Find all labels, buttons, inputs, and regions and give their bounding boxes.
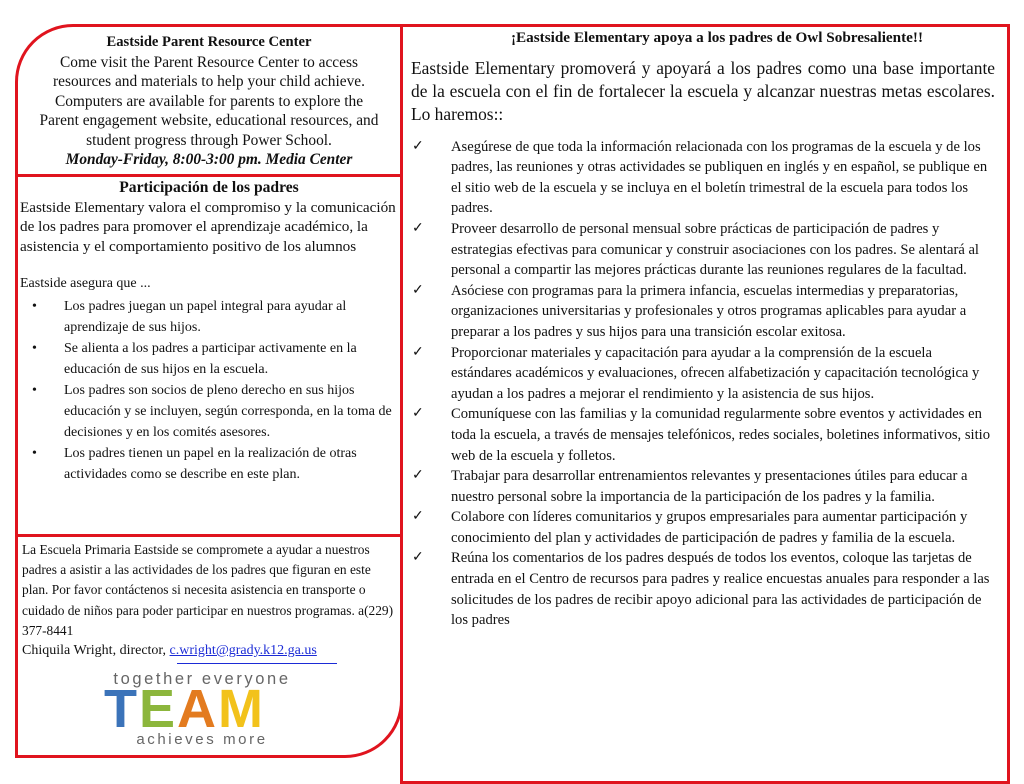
logo-bottom-text: achieves more: [136, 731, 268, 749]
involvement-bullet: • Los padres tienen un papel en la realización de otras actividades como se describe en este plan.: [20, 443, 398, 485]
team-logo: [102, 670, 302, 750]
resource-center-panel: [15, 24, 403, 177]
checklist-item: ✓ Reúna los comentarios de los padres después de todos los eventos, coloque las tarjetas de entrada en el Centro de recursos para padres y realice encuestas anuales para responder a las solicitudes de los padres de recibir apoyo adicional para las actividades de participación de los padres: [412, 550, 990, 629]
bullet-icon: •: [32, 298, 37, 314]
contact-underline: [177, 663, 337, 664]
checkmark-icon: ✓: [412, 509, 424, 525]
logo-team-word: [104, 679, 266, 740]
checklist-item: ✓ Trabajar para desarrollar entrenamientos relevantes y presentaciones útiles para educar a nuestro personal sobre la importancia de la participación de los padres y la familia.: [412, 468, 968, 505]
logo-top-text: together everyone: [113, 670, 291, 689]
support-headline: ¡Eastside Elementary apoya a los padres de Owl Sobresaliente!!: [510, 29, 924, 46]
checklist-item: ✓ Comuníquese con las familias y la comunidad regularmente sobre eventos y actividades en toda la escuela, a través de mensajes telefónicos, redes sociales, boletines informativos, sitio web de la escuela y folletos.: [412, 406, 990, 464]
resource-center-text: Come visit the Parent Resource Center to access resources and materials to help your child achieve. Computers are available for parents to explore the Parent engagement website, educational resources, and student progress through Power School.: [39, 53, 379, 149]
checkmark-icon: ✓: [412, 138, 424, 154]
logo-letter-m: M: [218, 679, 266, 740]
support-panel: [400, 24, 1010, 784]
checklist-item: ✓ Colabore con líderes comunitarios y grupos empresariales para aumentar participación y conocimiento del plan y actividades de participación de padres y familia de la escuela.: [412, 509, 968, 546]
checklist-item: ✓ Asegúrese de que toda la información relacionada con los programas de la escuela y de los padres, las reuniones y otras actividades se publiquen en inglés y en español, se publique en el sitio web de la escuela y se incluya en el boletín trimestral de la escuela para todos los padres.: [412, 138, 988, 217]
contact-name: Chiquila Wright, director,: [22, 643, 170, 659]
involvement-text: Eastside Elementary valora el compromiso y la comunicación de los padres para promover el aprendizaje académico, la asistencia y el comportamiento positivo de los alumnos: [20, 198, 396, 255]
checkmark-icon: ✓: [412, 550, 424, 566]
checklist-item: ✓ Asóciese con programas para la primera infancia, escuelas intermedias y preparatorias, organizaciones universitarias y profesionales y otros programas aplicables para ayudar a preparar a los padres y sus hijos para una transición escolar exitosa.: [412, 282, 967, 340]
contact-email-link[interactable]: c.wright@grady.k12.ga.us: [169, 643, 317, 659]
support-checklist: [411, 137, 995, 631]
logo-letter-t: T: [104, 679, 139, 740]
involvement-bullet: • Los padres juegan un papel integral para ayudar al aprendizaje de sus hijos.: [20, 296, 398, 338]
checkmark-icon: ✓: [412, 468, 424, 484]
checkmark-icon: ✓: [412, 220, 424, 236]
resource-center-title: Eastside Parent Resource Center: [106, 34, 312, 50]
bullet-icon: •: [32, 445, 37, 461]
commitment-panel: [15, 534, 403, 758]
involvement-title: Participación de los padres: [119, 179, 299, 196]
checklist-item: ✓ Proveer desarrollo de personal mensual sobre prácticas de participación de padres y estrategias efectivas para comunicar y construir asociaciones con los padres. Se alentará al personal a compartir las mejores prácticas durante las reuniones regulares de la facultad.: [412, 220, 979, 279]
support-intro: Eastside Elementary promoverá y apoyará a los padres como una base importante de la escuela con el fin de fortalecer la escuela y alcanzar nuestras metas escolares. Lo haremos::: [411, 58, 995, 125]
bullet-icon: •: [32, 382, 37, 398]
checkmark-icon: ✓: [412, 282, 424, 298]
checkmark-icon: ✓: [412, 406, 424, 422]
logo-letter-a: A: [177, 679, 219, 740]
parent-involvement-panel: [15, 174, 403, 537]
commitment-text: La Escuela Primaria Eastside se compromete a ayudar a nuestros padres a asistir a las actividades de los padres que figuran en este plan. Por favor contáctenos si necesita asistencia en transporte o cuidado de niños para poder participar en nuestros programas. a(229) 377-8441: [22, 542, 394, 638]
resource-center-hours: Monday-Friday, 8:00-3:00 pm. Media Center: [65, 151, 353, 168]
logo-letter-e: E: [139, 679, 178, 740]
checkmark-icon: ✓: [412, 344, 424, 360]
bullet-icon: •: [32, 340, 37, 356]
involvement-bullet: • Se alienta a los padres a participar activamente en la educación de sus hijos en la escuela.: [20, 338, 398, 380]
involvement-ensures: Eastside asegura que ...: [20, 276, 151, 291]
involvement-bullet-list: [20, 296, 398, 485]
involvement-bullet: • Los padres son socios de pleno derecho en sus hijos educación y se incluyen, según corresponda, en la toma de decisiones y en los comités asesores.: [20, 380, 398, 443]
contact-line: [22, 641, 396, 661]
checklist-item: ✓ Proporcionar materiales y capacitación para ayudar a la comprensión de la escuela estándares académicos y evaluaciones, ofrecen alfabetización y capacitación tecnológica y ayudan a los padres a mejorar el rendimiento y la asistencia de sus hijos.: [412, 344, 980, 402]
